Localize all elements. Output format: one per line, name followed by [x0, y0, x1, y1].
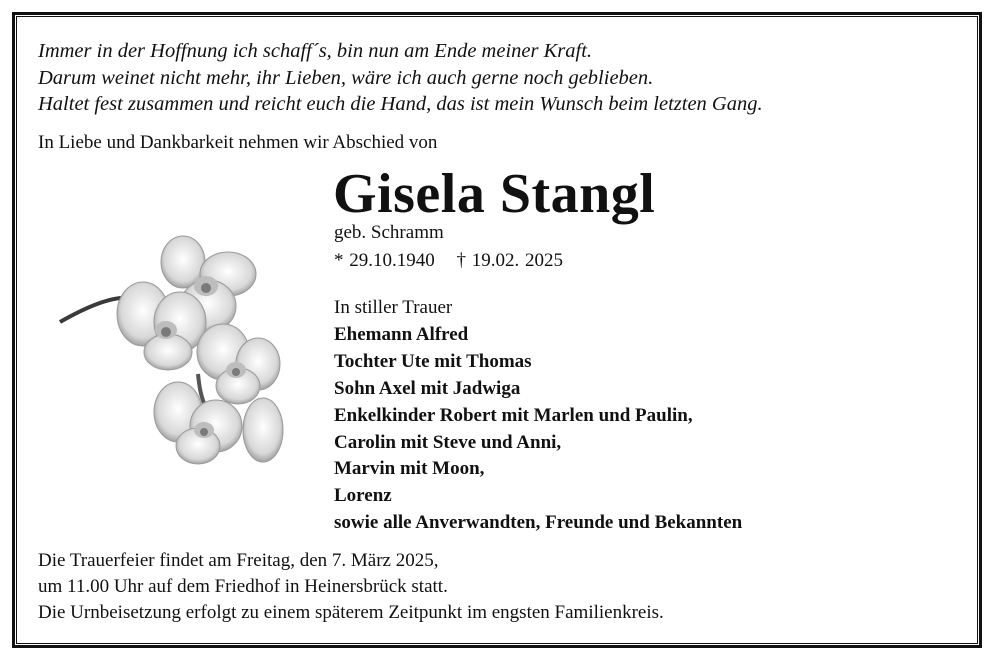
- mourner: Tochter Ute mit Thomas: [334, 350, 532, 372]
- funeral-info: [38, 548, 664, 626]
- deceased-name: Gisela Stangl: [333, 163, 656, 225]
- birth-date: * 29.10.1940: [334, 250, 435, 271]
- mourner: Sohn Axel mit Jadwiga: [334, 377, 521, 399]
- funeral-line: Die Trauerfeier findet am Freitag, den 7. März 2025,: [38, 550, 439, 571]
- mourners-list: [334, 295, 742, 537]
- poem-line: Haltet fest zusammen und reicht euch die Hand, das ist mein Wunsch beim letzten Gang.: [38, 93, 763, 115]
- poem: [38, 38, 763, 118]
- life-dates: [334, 250, 563, 272]
- mourner: Carolin mit Steve und Anni,: [334, 431, 562, 453]
- mourners-heading: In stiller Trauer: [334, 297, 453, 318]
- poem-line: Darum weinet nicht mehr, ihr Lieben, wäre ich auch gerne noch geblieben.: [38, 66, 654, 89]
- mourner: Lorenz: [334, 485, 392, 507]
- mourner: sowie alle Anverwandten, Freunde und Bekannten: [334, 512, 743, 534]
- orchid-icon: [58, 234, 288, 470]
- mourner: Marvin mit Moon,: [334, 458, 485, 480]
- mourner: Ehemann Alfred: [334, 323, 469, 345]
- intro-text: In Liebe und Dankbarkeit nehmen wir Abschied von: [38, 132, 438, 153]
- mourner: Enkelkinder Robert mit Marlen und Paulin,: [334, 404, 693, 426]
- funeral-line: Die Urnbeisetzung erfolgt zu einem späterem Zeitpunkt im engsten Familienkreis.: [38, 602, 664, 623]
- death-date: † 19.02. 2025: [456, 250, 563, 271]
- funeral-line: um 11.00 Uhr auf dem Friedhof in Heinersbrück statt.: [38, 576, 448, 597]
- poem-line: Immer in der Hoffnung ich schaff´s, bin nun am Ende meiner Kraft.: [38, 40, 593, 62]
- maiden-name: geb. Schramm: [334, 222, 444, 243]
